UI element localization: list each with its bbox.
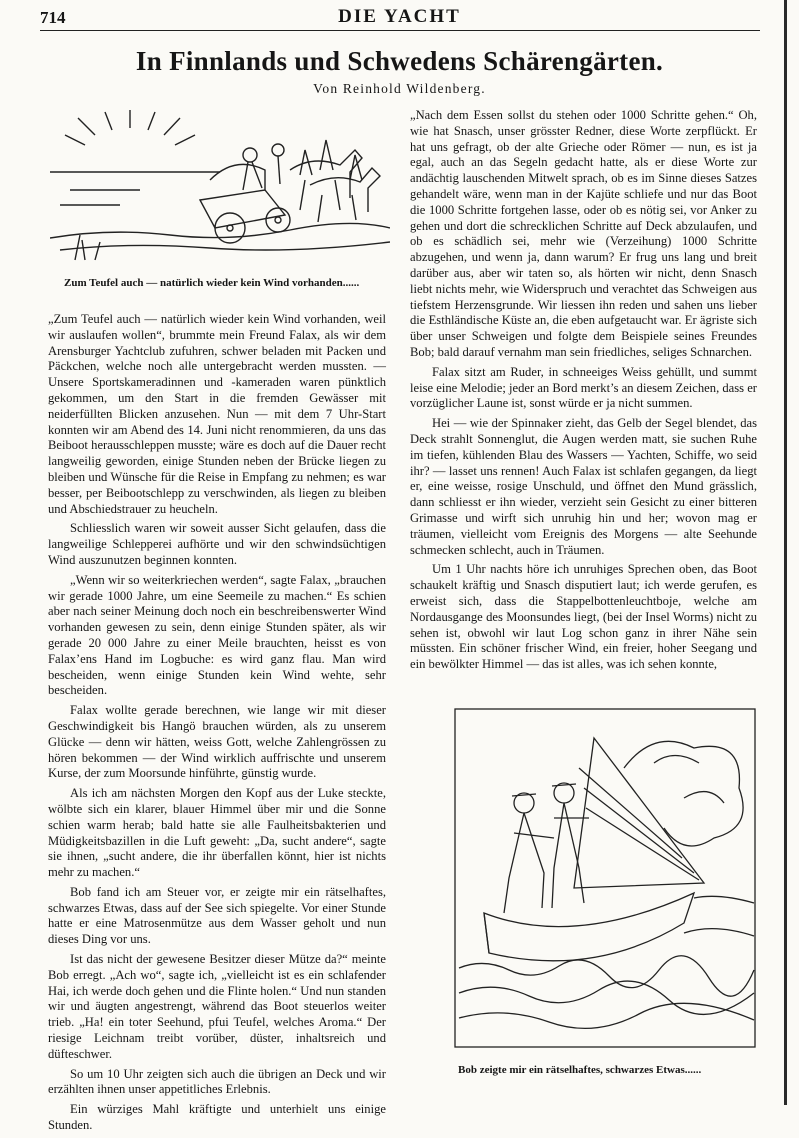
paragraph: Hei — wie der Spinnaker zieht, das Gelb der Segel blendet, das Deck strahlt Sonnenglut, die Augen werden matt, sie suchen Ruhe im tiefen, kühlenden Blau des Wassers — Yachten, Schiffe, wo seid ihr? — lasset uns rennen! Auch Falax ist schlafen gegangen, da liegt er, eine weisse, rosige Unschuld, und öffnet den Mund grässlich, dann schliesst er ihn wieder, verzieht sein Gesicht zu einer bitteren Grimasse und wirft sich unruhig hin und her; wovon mag er träumen, vielleicht vom Ereignis des Morgens — alte Seehunde schmecken schlecht, auch in Träumen. — [410, 416, 757, 557]
article-byline: Von Reinhold Wildenberg. — [313, 81, 486, 96]
paragraph: Ist das nicht der gewesene Besitzer dieser Mütze da?“ meinte Bob erregt. „Ach wo“, sagte ich, „vielleicht ist es ein schlafender Hai, ich werde doch gehen und die Flinte holen.“ Und nun standen wir und äugten angestrengt, während das Boot steuerlos weiter trieb. „Ha! ein toter Seehund, pfui Teufel, welches Aroma.“ Der riesige Leichnam treibt vorüber, düster, inhaltsreich und düfteschwer. — [48, 952, 386, 1061]
page-number: 714 — [40, 8, 66, 27]
paragraph: So um 10 Uhr zeigten sich auch die übrigen an Deck und wir erzählten ihnen unser appetitliches Erlebnis. — [48, 1066, 386, 1097]
paragraph: Falax sitzt am Ruder, in schneeiges Weiss gehüllt, und summt leise eine Melodie; jeder an Bord merkt’s an diesem Zeichen, dass er vorzüglicher Laune ist, sonst würde er ja nicht summen. — [410, 364, 757, 411]
figure-caption-1: Zum Teufel auch — natürlich wieder kein Wind vorhanden...... — [64, 277, 360, 289]
header-rule — [40, 30, 760, 31]
paragraph: „Wenn wir so weiterkriechen werden“, sagte Falax, „brauchen wir gerade 1000 Jahre, um eine Seemeile zu machen.“ Es schien aber nach seiner Meinung doch noch ein beschreibenswerter Wind vorhanden gewesen zu sein, denn einige Stunden später, als wir gerade 20 000 Jahre zu einer Meile brauchten, heisst es von Falax’ens Hand im Logbuche: es wird ganz flau. Man wird bescheiden, wenn einige Stunden kein Wind wehte, sehr bescheiden. — [48, 572, 386, 698]
left-column — [48, 312, 386, 1138]
page-edge-rule — [784, 0, 787, 1105]
paragraph: Schliesslich waren wir soweit ausser Sicht gelaufen, dass die langweilige Schlepperei aufhörte und wir den schwindsüchtigen Wind auszunutzen beginnen konnten. — [48, 521, 386, 567]
paragraph: Als ich am nächsten Morgen den Kopf aus der Luke steckte, wölbte sich ein klarer, blauer Himmel über mir und die Sonne schien warm herab; bald hatte sie alle Faulheitsbakterien und Müdigkeitsbazillen in die Luft geweht: „Da, sucht andere“, sagte sie ihnen, „sucht andere, die ihr überfallen könnt, hier ist nichts mehr zu machen.“ — [48, 786, 386, 880]
article-title: In Finnlands und Schwedens Schärengärten. — [135, 46, 664, 76]
paragraph: Um 1 Uhr nachts höre ich unruhiges Sprechen oben, das Boot schaukelt kräftig und Snasch disputiert laut; ich werde gerufen, es erweist sich, dass die Stappelbottenleuchtboje, welche am Nordausgange des Moonsundes liegt, (bei der Insel Worms) nicht zu sehen ist, obwohl wir laut Log schon ganz in ihrer Nähe sein müssten. Ein schöner frischer Wind, ein freier, hoher Seegang und ein bewölkter Himmel — das ist alles, was ich sehen konnte, — [410, 562, 757, 672]
paragraph: Bob fand ich am Steuer vor, er zeigte mir ein rätselhaftes, schwarzes Etwas, dass auf der See sich spiegelte. Vor einer Stunde hatte er eine Matrosenmütze aus dem Wasser geholt und nun dieses Ding vor uns. — [48, 884, 386, 947]
figure-caption-2: Bob zeigte mir ein rätselhaftes, schwarzes Etwas...... — [458, 1064, 702, 1076]
right-column — [410, 108, 757, 677]
paragraph: Falax wollte gerade berechnen, wie lange wir mit dieser Geschwindigkeit bis Hangö brauchen würden, als zu unserem Glücke — denn wir hätten, weiss Gott, welche Zahlengrössen zu hören bekommen — der Wind wirklich auffrischte und unserem Kurse, der zum Moorsunde hinführte, günstig wurde. — [48, 703, 386, 781]
paragraph: „Zum Teufel auch — natürlich wieder kein Wind vorhanden, weil wir auslaufen wollen“, brummte mein Freund Falax, als wir dem Arensburger Yachtclub zufuhren, schwer beladen mit Packen und Päckchen, welche noch alle untergebracht werden mussten. — Unsere Sportskameradinnen und -kameraden waren pünktlich gekommen, um den Start in die fremden Gewässer mit neiderfüllten Blicken anzusehen. Nun — mit dem 7 Uhr-Start konnten wir am Abend des 14. Juni nicht renommieren, da uns das Beiboot herausschleppen musste; wäre es doch auf die Dauer recht langweilig geworden, einige Stunden neben der Brücke liegen zu bleiben und Wünsche für die Reise in Empfang zu nehmen; es war besser, per Beibootschlepp zu verschwinden, als liegen zu bleiben und Abschiedstrauer zu heucheln. — [48, 312, 386, 516]
paragraph: Ein würziges Mahl kräftigte und unterhielt uns einige Stunden. — [48, 1102, 386, 1133]
running-head: DIE YACHT — [338, 6, 461, 27]
sailboat-illustration — [454, 708, 756, 1048]
paragraph: „Nach dem Essen sollst du stehen oder 1000 Schritte gehen.“ Oh, wie hat Snasch, unser grösster Redner, diese Worte zerpflückt. Er hat uns gefragt, ob der alte Grieche oder Römer — nun, es ist ja egal, auch an das Segeln gedacht hatte, als er diese Worte zur andächtig lauschenden Mitwelt sprach, ob es im Sinne dieses Satzes gehandelt wäre, wenn man in der Kajüte schliefe und nur das Boot die 1000 Schritte fortgehen lasse, oder ob es nötig sei, vor Anker zu gehen und dort die schrecklichen Schritte auf Deck abzulaufen, und ob es schädlich sei, mehr wie (Verzeihung) 1000 Schritte abzugehen, und wenn ja, dann warum? Er frug uns lang und breit darüber aus, aber wir taten so, als hörten wir nicht, denn Snasch liebt nichts mehr, wie Widerspruch und verachtet das Schweigen aus tiefstem Herzensgrunde. Wir liessen ihn reden und sahen uns lieber die Esthländische Küste an, die eben aufgetaucht war. Er ägriste sich über unser Schweigen und folgte dem Beispiele seines Freundes Bob; bald darauf vernahm man sein friedliches, seliges Schnarchen. — [410, 108, 757, 359]
carriage-illustration — [50, 110, 390, 270]
